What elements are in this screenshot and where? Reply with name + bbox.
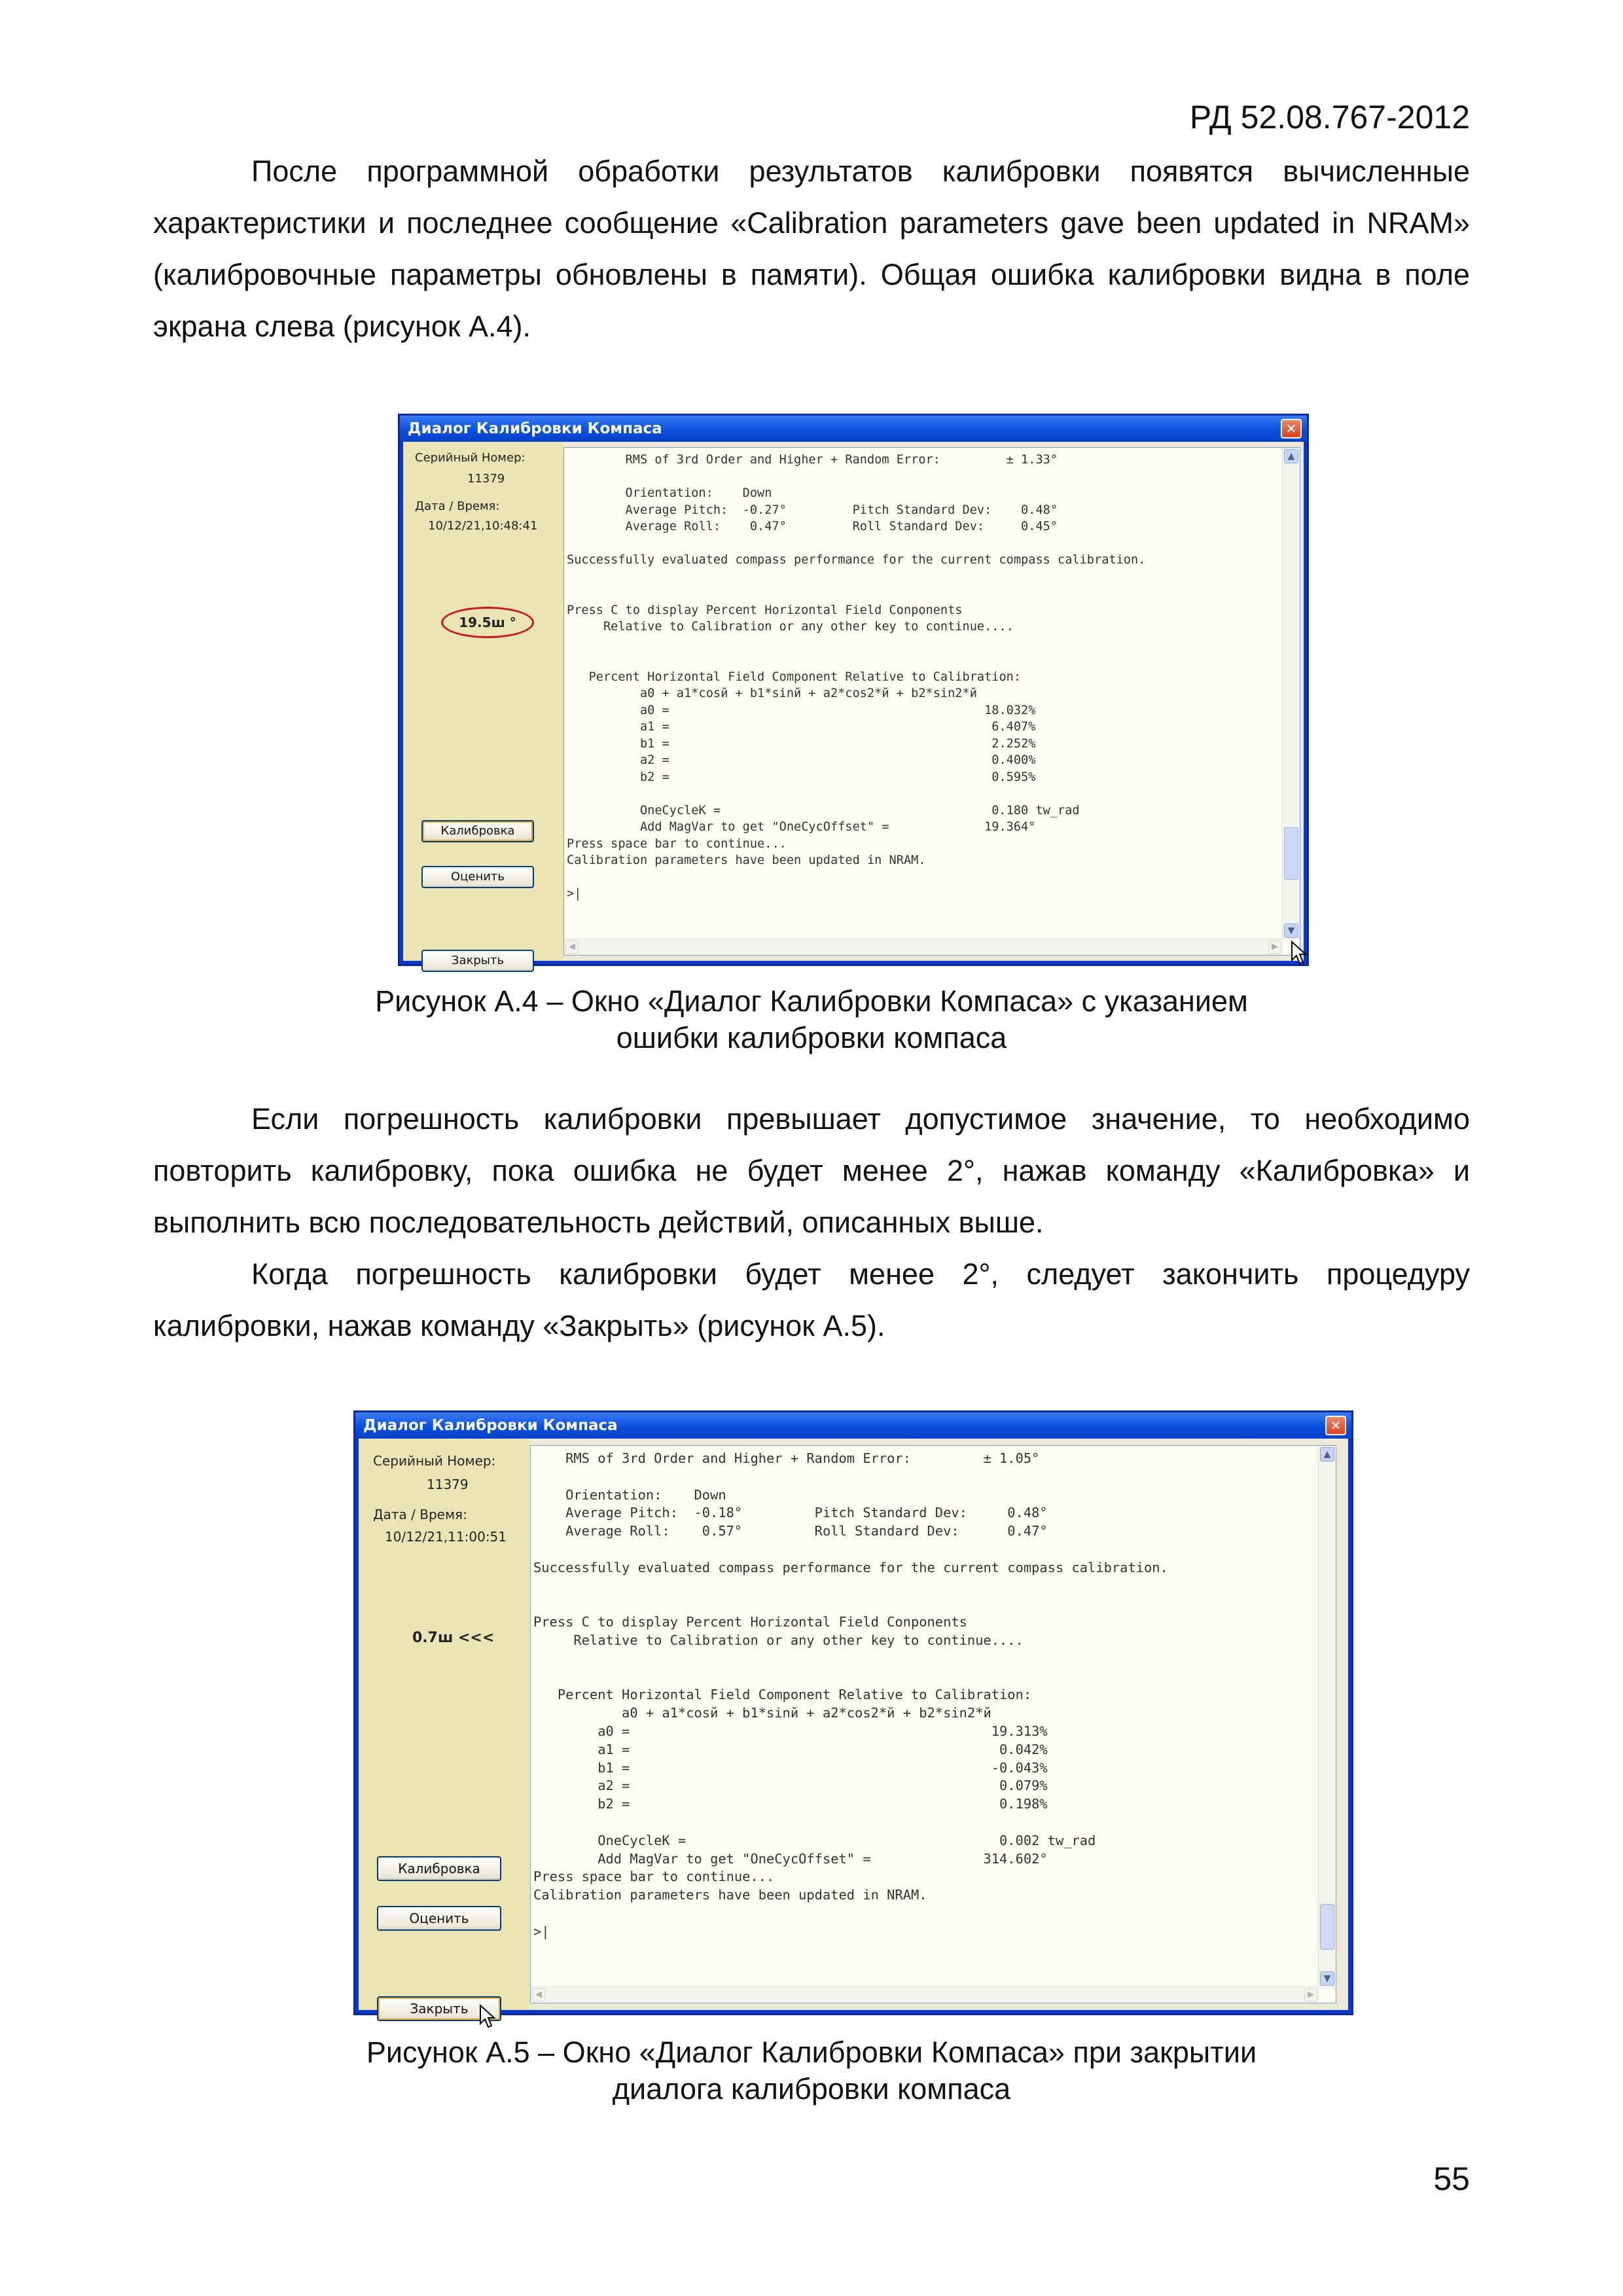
dialog-title: Диалог Калибровки Компаса (363, 1417, 618, 1434)
figure-a5-caption-line2: диалога калибровки компаса (612, 2072, 1011, 2106)
total-error-indicator: 0.7ш <<< (412, 1630, 495, 1646)
vertical-scrollbar[interactable] (1282, 448, 1300, 939)
console-text: RMS of 3rd Order and Higher + Random Error: ± 1.05° Orientation: Down Average Pitch: -0.18° Pitch Standard Dev: 0.48° Average Roll: 0.57° Roll Standard Dev: 0.47° Successfully evaluated compass performance for the current compass calibration. Press C to display Percent Horizontal Field Conponents Relative to Calibration or any other key to continue.... Percent Horizontal Field Component Relative to Calibration: a0 + a1*cosй + b1*sinй + a2*cos2*й + b2*sin2*й a0 = 19.313% a1 = 0.042% b1 = -0.043% a2 = 0.079% b2 = 0.198% OneCycleK = 0.002 tw_rad Add MagVar to get "OneCycOffset" = 314.602° Press space bar to continue... Calibration parameters have been updated in NRAM. >| (533, 1450, 1168, 1939)
close-icon[interactable]: ✕ (1281, 419, 1302, 439)
vertical-scrollbar[interactable] (1318, 1446, 1336, 1987)
scroll-up-icon[interactable]: ▲ (1320, 1447, 1334, 1462)
close-button[interactable]: Закрыть (377, 1996, 501, 2021)
scroll-left-icon[interactable]: ◀ (532, 1988, 545, 2001)
evaluate-button[interactable]: Оценить (421, 866, 534, 888)
dialog-titlebar[interactable] (355, 1412, 1351, 1439)
scroll-up-icon[interactable]: ▲ (1284, 449, 1298, 463)
mouse-cursor-icon (479, 2004, 496, 2029)
serial-number-label: Серийный Номер: (373, 1453, 496, 1469)
dialog-client-area (359, 1439, 1348, 2017)
datetime-label: Дата / Время: (415, 499, 500, 513)
document-code: РД 52.08.767-2012 (1189, 99, 1470, 135)
figure-a4-caption (0, 983, 1623, 1056)
calibration-dialog-fig-a5 (353, 1410, 1353, 2015)
datetime-label: Дата / Время: (373, 1507, 467, 1522)
paragraph-1-text: После программной обработки результатов калибровки появятся вычисленные характеристики и последнее сообщение «Calibration parameters gave been updated in NRAM» (калибровочные параметры обновлены в памяти). Общая ошибка калибровки видна в поле экрана слева (рисунок А.4). (153, 154, 1470, 343)
calibrate-button[interactable]: Калибровка (377, 1856, 501, 1881)
horizontal-scrollbar[interactable] (564, 939, 1283, 955)
paragraph-2-text: Если погрешность калибровки превышает допустимое значение, то необходимо повторить калибровку, пока ошибка не будет менее 2°, нажав команду «Калибровка» и выполнить всю последовательность действий, описанных выше. (153, 1102, 1470, 1239)
close-button[interactable]: Закрыть (421, 950, 534, 972)
horizontal-scrollbar[interactable] (531, 1986, 1319, 2003)
mouse-cursor-icon (1291, 941, 1308, 965)
scroll-thumb[interactable] (1320, 1904, 1334, 1950)
dialog-client-area (403, 442, 1304, 967)
figure-a4-caption-line1: Рисунок А.4 – Окно «Диалог Калибровки Компаса» с указанием (375, 984, 1248, 1018)
dialog-titlebar[interactable] (400, 416, 1307, 442)
paragraph-2 (153, 1093, 1470, 1248)
evaluate-button[interactable]: Оценить (377, 1906, 501, 1931)
datetime-value: 10/12/21,11:00:51 (385, 1529, 507, 1545)
total-error-indicator: 19.5ш ° (441, 607, 534, 638)
scroll-thumb[interactable] (1284, 827, 1298, 880)
serial-number-label: Серийный Номер: (415, 451, 526, 465)
scroll-right-icon[interactable]: ▶ (1268, 941, 1281, 954)
scroll-right-icon[interactable]: ▶ (1304, 1988, 1317, 2001)
info-panel (403, 442, 563, 967)
info-panel (359, 1439, 530, 2017)
figure-a4-caption-line2: ошибки калибровки компаса (616, 1021, 1007, 1054)
paragraph-3 (153, 1248, 1470, 1352)
scroll-left-icon[interactable]: ◀ (565, 941, 579, 954)
serial-number-value: 11379 (427, 1477, 469, 1492)
page-number: 55 (1433, 2161, 1470, 2197)
figure-a5-caption-line1: Рисунок А.5 – Окно «Диалог Калибровки Компаса» при закрытии (366, 2036, 1257, 2069)
scroll-down-icon[interactable]: ▼ (1284, 924, 1298, 938)
paragraph-1 (153, 145, 1470, 352)
calibration-dialog-fig-a4 (398, 414, 1309, 966)
console-output[interactable] (530, 1445, 1336, 2003)
calibrate-button[interactable]: Калибровка (421, 820, 534, 842)
console-output[interactable] (563, 447, 1300, 956)
serial-number-value: 11379 (467, 472, 505, 486)
figure-a5-caption (0, 2034, 1623, 2108)
dialog-title: Диалог Калибровки Компаса (408, 420, 662, 437)
paragraph-3-text: Когда погрешность калибровки будет менее 2°, следует закончить процедуру калибровки, нажав команду «Закрыть» (рисунок А.5). (153, 1257, 1470, 1342)
scroll-down-icon[interactable]: ▼ (1320, 1971, 1334, 1986)
console-text: RMS of 3rd Order and Higher + Random Error: ± 1.33° Orientation: Down Average Pitch: -0.27° Pitch Standard Dev: 0.48° Average Roll: 0.47° Roll Standard Dev: 0.45° Successfully evaluated compass performance for the current compass calibration. Press C to display Percent Horizontal Field Conponents Relative to Calibration or any other key to continue.... Percent Horizontal Field Component Relative to Calibration: a0 + a1*cosй + b1*sinй + a2*cos2*й + b2*sin2*й a0 = 18.032% a1 = 6.407% b1 = 2.252% a2 = 0.400% b2 = 0.595% OneCycleK = 0.180 tw_rad Add MagVar to get "OneCycOffset" = 19.364° Press space bar to continue... Calibration parameters have been updated in NRAM. >| (567, 453, 1146, 901)
close-icon[interactable]: ✕ (1325, 1416, 1346, 1435)
datetime-value: 10/12/21,10:48:41 (428, 519, 538, 533)
